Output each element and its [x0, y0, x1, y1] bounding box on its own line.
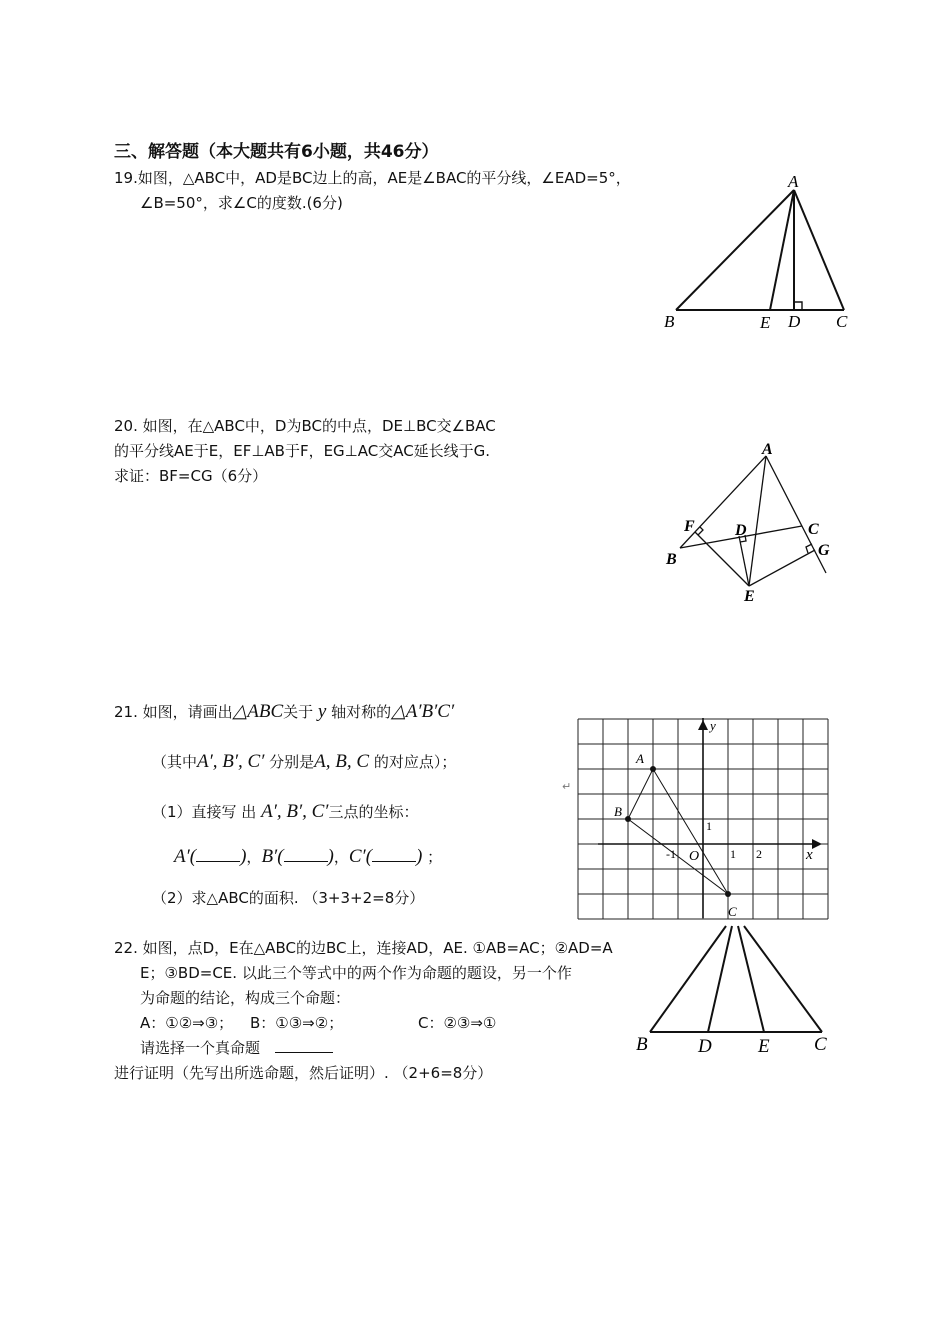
q21-return-mark: ↵ — [562, 780, 572, 793]
q21-tick-neg1: -1 — [666, 847, 676, 861]
q19-side-ab — [676, 190, 794, 310]
q19-line-2: ∠B=50°，求∠C的度数.(6分) — [140, 194, 343, 212]
q20-bisector-ae — [749, 456, 766, 586]
q20-segment-eg — [749, 550, 815, 586]
q20-line-1: 20. 如图，在△ABC中，D为BC的中点，DE⊥BC交∠BAC — [114, 417, 496, 435]
q20-line-2: 的平分线AE于E，EF⊥AB于F，EG⊥AC交AC延长线于G. — [114, 442, 491, 460]
q22-segment-ae — [738, 926, 764, 1032]
q19-line-1: 19.如图，△ABC中，AD是BC边上的高，AE是∠BAC的平分线，∠EAD=5°， — [114, 169, 631, 187]
q22-figure — [632, 920, 852, 1060]
q22-label-c: C — [814, 1034, 827, 1055]
q21-triangle: △ABC — [232, 701, 284, 722]
q21-ans-end: ； — [427, 848, 443, 866]
q19-label-b: B — [664, 312, 675, 331]
q21-label-b: B — [614, 804, 622, 819]
q19-label-a: A — [788, 172, 799, 191]
q21-note — [152, 752, 456, 772]
q21-sep-1: ， — [246, 848, 262, 866]
q21-label-y: y — [710, 718, 716, 733]
q22-side-ac — [744, 926, 822, 1032]
q21-point-c — [725, 891, 731, 897]
q21-tick-y1: 1 — [706, 819, 712, 833]
q20-label-e: E — [744, 588, 755, 605]
q21-label-a: A — [636, 751, 644, 766]
section-title: 三、解答题（本大题共有6小题，共46分） — [114, 142, 439, 162]
q21-y: y — [317, 701, 327, 722]
q21-blank-c[interactable] — [372, 847, 416, 862]
q20-label-b: B — [666, 551, 677, 568]
q21-label-x: x — [806, 847, 813, 863]
q19-label-e: E — [760, 313, 771, 332]
q22-option-c: C：②③⇒① — [418, 1014, 497, 1032]
q22-choose-text: 请选择一个真命题 — [140, 1039, 261, 1057]
q21-ans-c-close: ) — [416, 846, 423, 867]
q22-label-d: D — [698, 1036, 712, 1057]
q21-segment-ac — [653, 769, 728, 894]
q21-ans-b-close: ) — [327, 846, 334, 867]
q21-label-origin: O — [689, 849, 700, 864]
q21-coordinate-grid — [578, 718, 828, 918]
q21-part2: （2）求△ABC的面积. （3+3+2=8分） — [152, 889, 425, 907]
q21-ans-b: B′( — [261, 846, 284, 867]
q21-tick-2: 2 — [756, 847, 762, 861]
q21-note-close: 的对应点）； — [373, 753, 457, 771]
q21-primes: A′, B′, C′ — [197, 751, 265, 772]
q21-point-a — [650, 766, 656, 772]
q21-answers — [174, 847, 442, 867]
q21-y-arrow-icon — [698, 720, 708, 730]
q20-label-d: D — [735, 522, 747, 539]
q19-right-angle-mark — [794, 302, 802, 310]
q22-line-3: 为命题的结论，构成三个命题： — [140, 989, 351, 1007]
q22-label-e: E — [758, 1036, 770, 1057]
q21-part1-prefix: （1）直接写 出 — [152, 803, 257, 821]
q21-part1 — [152, 802, 418, 822]
q21-part1-suffix: 三点的坐标： — [328, 803, 419, 821]
q21-tick-1: 1 — [730, 847, 736, 861]
q21-ans-a: A′( — [174, 846, 197, 867]
q22-side-ab — [650, 926, 726, 1032]
q22-label-b: B — [636, 1034, 648, 1055]
q21-point-b — [625, 816, 631, 822]
q21-blank-a[interactable] — [196, 847, 240, 862]
q20-label-f: F — [684, 518, 695, 535]
q20-label-a: A — [762, 441, 773, 458]
q20-label-g: G — [818, 542, 830, 559]
q19-side-ac — [794, 190, 844, 310]
q19-label-c: C — [836, 312, 848, 331]
q21-originals: A, B, C — [314, 751, 370, 772]
q22-option-a: A：①②⇒③； — [140, 1014, 234, 1032]
q22-segment-ad — [708, 926, 732, 1032]
q22-answer-blank[interactable] — [275, 1038, 333, 1053]
q21-blank-b[interactable] — [284, 847, 328, 862]
q21-sep-2: ， — [333, 848, 349, 866]
q20-figure — [660, 438, 860, 613]
q22-line-2: E；③BD=CE. 以此三个等式中的两个作为命题的题设，另一个作 — [140, 964, 572, 982]
q22-option-b: B：①③⇒②； — [250, 1014, 344, 1032]
q21-about: 关于 — [283, 703, 314, 721]
q21-note-open: （其中 — [152, 753, 198, 771]
q21-part1-points: A′, B′, C′ — [261, 801, 329, 822]
q19-figure — [660, 172, 860, 337]
q21-label-c: C — [728, 904, 737, 919]
q21-intro — [114, 702, 454, 722]
q22-final-line: 进行证明（先写出所选命题，然后证明）. （2+6=8分） — [114, 1064, 493, 1082]
q20-line-3: 求证：BF=CG（6分） — [114, 467, 268, 485]
q20-segment-de — [739, 536, 749, 586]
q22-line-1: 22. 如图，点D，E在△ABC的边BC上，连接AD，AE. ①AB=AC；②AD=A — [114, 939, 613, 957]
q21-axis-sym: 轴对称的 — [331, 703, 392, 721]
q22-choose — [140, 1038, 333, 1058]
q21-resp: 分别是 — [269, 753, 315, 771]
q19-bisector-ae — [770, 190, 794, 310]
q19-label-d: D — [788, 312, 801, 331]
q21-intro-prefix: 21. 如图，请画出 — [114, 703, 233, 721]
q21-ans-a-close: ) — [240, 846, 247, 867]
q21-x-arrow-icon — [812, 839, 822, 849]
q20-label-c: C — [808, 521, 819, 538]
q21-triangle-prime: △A′B′C′ — [391, 701, 455, 722]
q21-ans-c: C′( — [348, 846, 373, 867]
q20-side-ac-extended — [766, 456, 826, 573]
